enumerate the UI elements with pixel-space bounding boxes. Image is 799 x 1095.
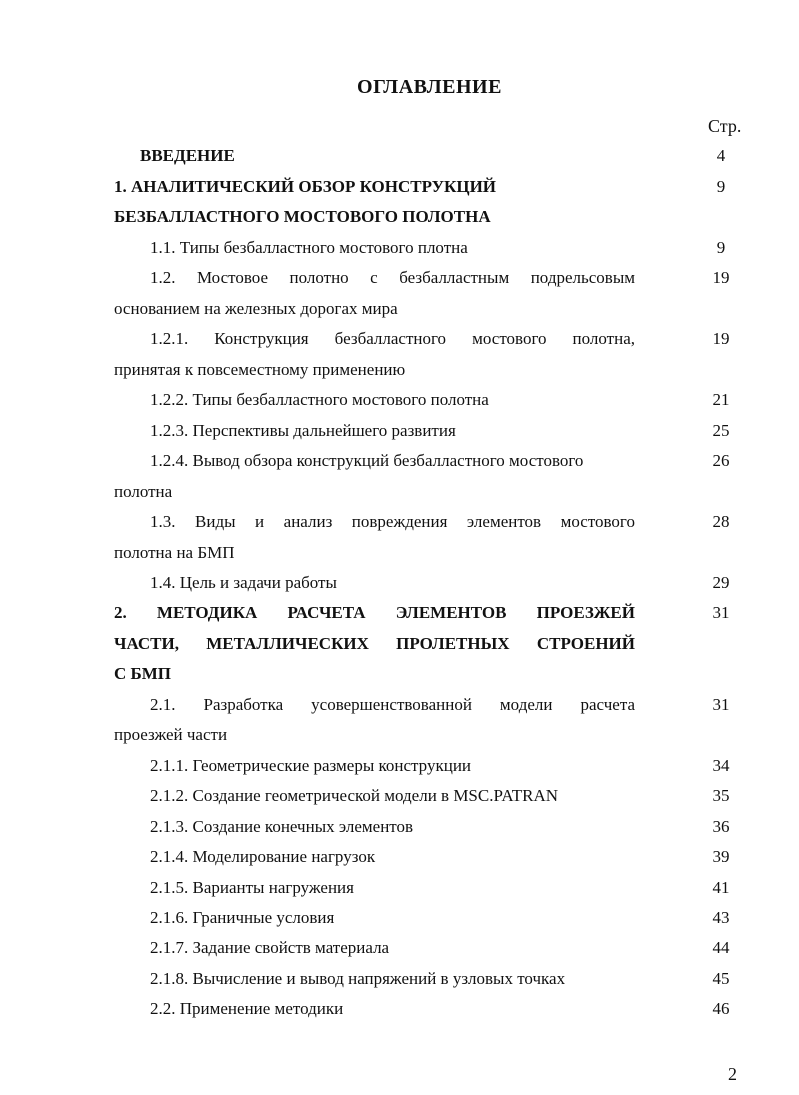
toc-entry-text: 1.2.2. Типы безбалластного мостового полотна (150, 390, 489, 409)
toc-entry-text: 1.2.4. Вывод обзора конструкций безбалластного мостового (150, 451, 584, 470)
page-title: ОГЛАВЛЕНИЕ (357, 76, 502, 98)
toc-entry-text: полотна (114, 482, 173, 501)
toc-entry-page: 19 (712, 329, 730, 348)
toc-entry-text: 2.1.2. Создание геометрической модели в MSC.PATRAN (150, 786, 559, 805)
toc-entry-page: 43 (712, 908, 730, 927)
toc-entry-page: 39 (712, 847, 730, 866)
toc-entry-page: 19 (712, 268, 730, 287)
toc-entry-text: 2.1.1. Геометрические размеры конструкции (150, 756, 472, 775)
toc-entry-text: основанием на железных дорогах мира (114, 299, 398, 318)
toc-entry-page: 29 (712, 573, 730, 592)
toc-entry-page: 9 (716, 238, 726, 257)
toc-entry-text: 2.2. Применение методики (150, 999, 344, 1018)
toc-entry-page: 46 (712, 999, 730, 1018)
toc-entry-text: 2.1. Разработка усовершенствованной модели расчета (150, 695, 635, 714)
toc-entry-text: 1.2.1. Конструкция безбалластного мостового полотна, (150, 329, 635, 348)
toc-entry-text: полотна на БМП (114, 543, 235, 562)
toc-entry-page: 45 (712, 969, 730, 988)
toc-entry-page: 21 (712, 390, 730, 409)
toc-entry-page: 4 (716, 146, 726, 165)
toc-entry-text: 2.1.5. Варианты нагружения (150, 878, 354, 897)
toc-entry-text: ВВЕДЕНИЕ (140, 146, 235, 165)
toc-entry-text: 1.1. Типы безбалластного мостового плотна (150, 238, 468, 257)
toc-entry-page: 44 (712, 938, 730, 957)
toc-entry-page: 9 (716, 177, 726, 196)
toc-entry-page: 25 (712, 421, 730, 440)
toc-entry-page: 35 (712, 786, 730, 805)
toc-entry-text: 2.1.7. Задание свойств материала (150, 938, 390, 957)
toc-entry-text: 1.2.3. Перспективы дальнейшего развития (150, 421, 456, 440)
toc-entry-text: 1.4. Цель и задачи работы (150, 573, 337, 592)
toc-entry-text: 1.2. Мостовое полотно с безбалластным подрельсовым (150, 268, 635, 287)
page-number: 2 (728, 1064, 737, 1084)
toc-entry-text: 2. МЕТОДИКА РАСЧЕТА ЭЛЕМЕНТОВ ПРОЕЗЖЕЙ (114, 603, 635, 622)
page-column-label: Стр. (708, 116, 742, 136)
toc-entry-page: 34 (712, 756, 730, 775)
toc-entry-text: 2.1.4. Моделирование нагрузок (150, 847, 376, 866)
toc-entry-text: БЕЗБАЛЛАСТНОГО МОСТОВОГО ПОЛОТНА (114, 207, 491, 226)
toc-entry-text: 1.3. Виды и анализ повреждения элементов мостового (150, 512, 635, 531)
toc-entry-text: проезжей части (114, 725, 228, 744)
toc-entry-text: С БМП (114, 664, 172, 683)
toc-entry-page: 41 (712, 878, 730, 897)
toc-entry-text: принятая к повсеместному применению (114, 360, 406, 379)
toc-entry-text: 1. АНАЛИТИЧЕСКИЙ ОБЗОР КОНСТРУКЦИЙ (114, 177, 497, 196)
toc-entry-text: ЧАСТИ, МЕТАЛЛИЧЕСКИХ ПРОЛЕТНЫХ СТРОЕНИЙ (114, 634, 635, 653)
toc-entry-text: 2.1.3. Создание конечных элементов (150, 817, 414, 836)
toc-entry-page: 31 (712, 603, 730, 622)
toc-entry-page: 36 (712, 817, 730, 836)
toc-entry-page: 28 (712, 512, 730, 531)
toc-entry-text: 2.1.6. Граничные условия (150, 908, 335, 927)
toc-entry-text: 2.1.8. Вычисление и вывод напряжений в узловых точках (150, 969, 566, 988)
toc-entry-page: 31 (712, 695, 730, 714)
toc-entry-page: 26 (712, 451, 730, 470)
